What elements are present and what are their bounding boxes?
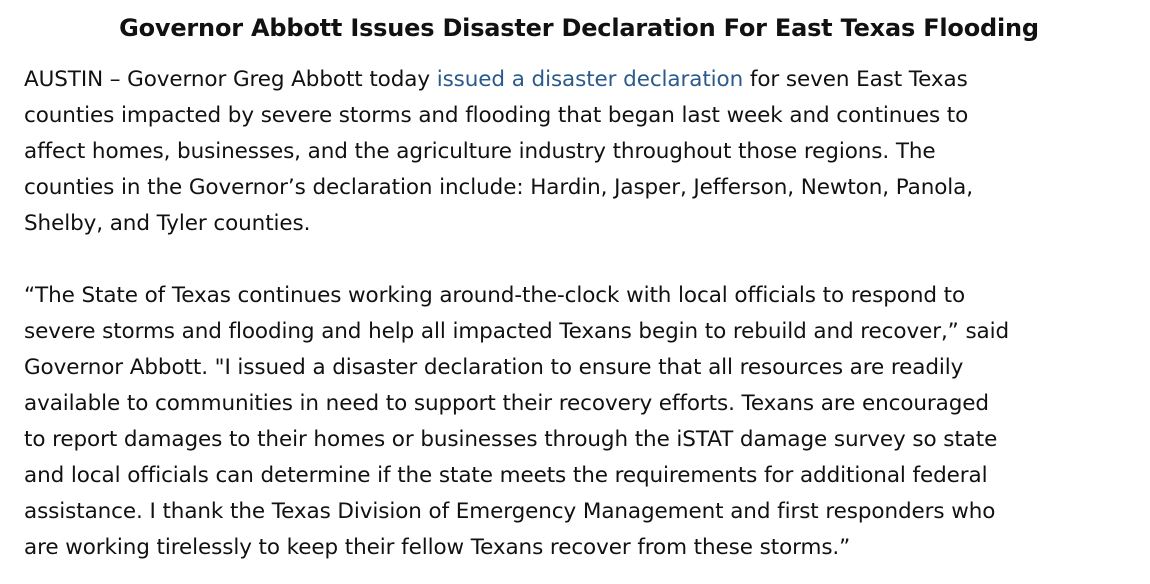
paragraph-quote-line-7: assistance. I thank the Texas Division of Emergency Management and first responders who — [24, 499, 996, 524]
paragraph-quote-line-2: severe storms and flooding and help all impacted Texans begin to rebuild and recover,” said — [24, 319, 1010, 344]
disaster-declaration-link[interactable]: issued a disaster declaration — [436, 67, 744, 92]
paragraph-intro-line-1 — [24, 62, 1134, 98]
paragraph-intro-line-5: Shelby, and Tyler counties. — [24, 211, 311, 236]
article-title: Governor Abbott Issues Disaster Declaration For East Texas Flooding — [119, 14, 1039, 42]
paragraph-intro — [24, 62, 1134, 242]
paragraph-quote-line-5: to report damages to their homes or businesses through the iSTAT damage survey so state — [24, 427, 998, 452]
dateline-lead: AUSTIN – Governor Greg Abbott today — [24, 67, 437, 92]
paragraph-intro-line-2: counties impacted by severe storms and flooding that began last week and continues to — [24, 103, 969, 128]
paragraph-intro-line-4: counties in the Governor’s declaration include: Hardin, Jasper, Jefferson, Newton, Panola, — [24, 175, 973, 200]
intro-line-1-rest: for seven East Texas — [743, 67, 968, 92]
paragraph-quote-line-4: available to communities in need to support their recovery efforts. Texans are encouraged — [24, 391, 989, 416]
paragraph-quote-line-6: and local officials can determine if the state meets the requirements for additional federal — [24, 463, 988, 488]
paragraph-quote — [24, 278, 1134, 566]
paragraph-quote-line-1: “The State of Texas continues working around-the-clock with local officials to respond to — [24, 283, 966, 308]
paragraph-quote-line-8: are working tirelessly to keep their fellow Texans recover from these storms.” — [24, 535, 851, 560]
paragraph-quote-line-3: Governor Abbott. "I issued a disaster declaration to ensure that all resources are readily — [24, 355, 964, 380]
paragraph-intro-line-3: affect homes, businesses, and the agriculture industry throughout those regions. The — [24, 139, 936, 164]
press-release-article — [24, 8, 1134, 566]
